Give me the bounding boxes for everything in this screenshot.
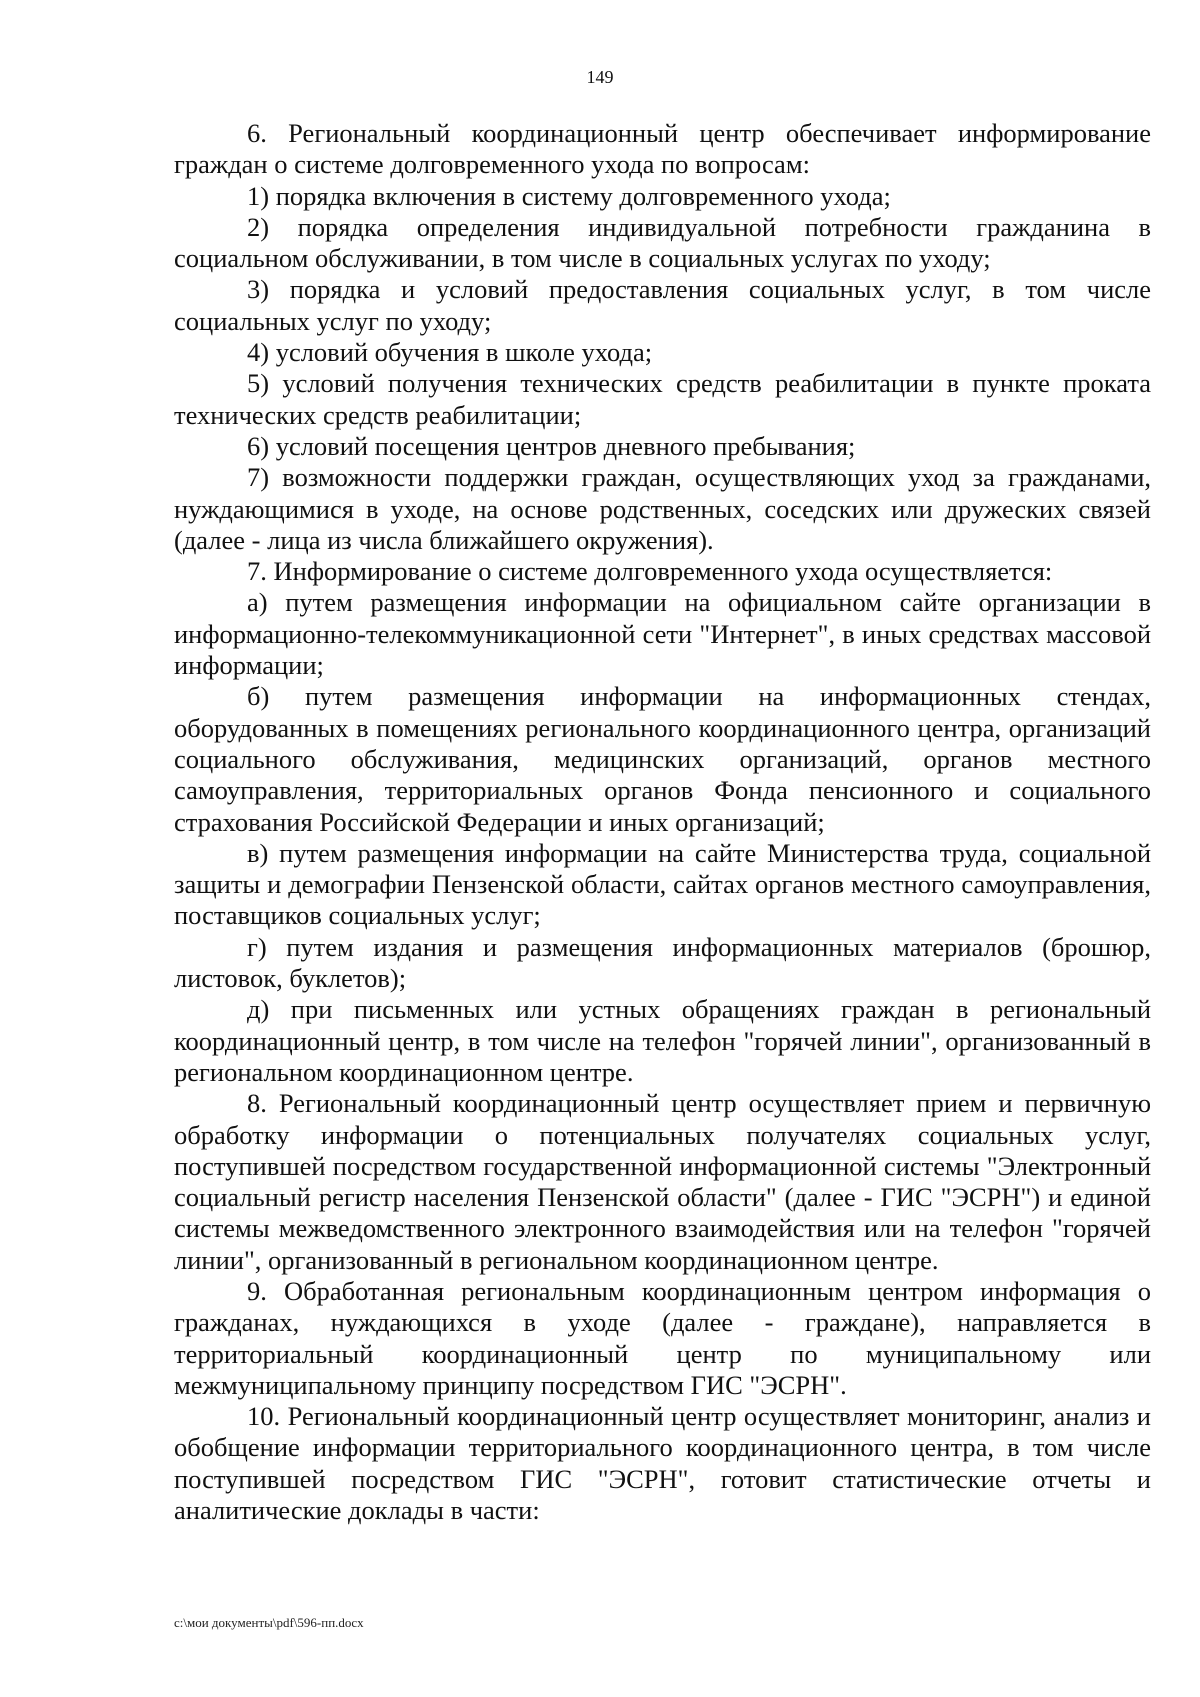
list-item-a: а) путем размещения информации на официальном сайте организации в информационно-телекоммуникационной сети "Интернет", в иных средствах массовой информации; [174, 587, 1151, 681]
list-item-3: 3) порядка и условий предоставления социальных услуг, в том числе социальных услуг по уходу; [174, 274, 1151, 336]
list-item-b: б) путем размещения информации на информационных стендах, оборудованных в помещениях регионального координационного центра, организаций социального обслуживания, медицинских организаций, органов местного самоуправления, территориальных органов Фонда пенсионного и социального страхования Российской Федерации и иных организаций; [174, 681, 1151, 837]
list-item-d: д) при письменных или устных обращениях граждан в региональный координационный центр, в том числе на телефон "горячей линии", организованный в региональном координационном центре. [174, 994, 1151, 1087]
list-item-7: 7) возможности поддержки граждан, осуществляющих уход за гражданами, нуждающимися в уходе, на основе родственных, соседских или дружеских связей (далее - лица из числа ближайшего окружения). [174, 462, 1151, 555]
list-item-5: 5) условий получения технических средств реабилитации в пункте проката технических средств реабилитации; [174, 368, 1151, 430]
list-item-2: 2) порядка определения индивидуальной потребности гражданина в социальном обслуживании, в том числе в социальных услугах по уходу; [174, 211, 1151, 274]
list-item-4: 4) условий обучения в школе ухода; [247, 337, 653, 368]
page-number: 149 [586, 67, 614, 87]
list-item-1: 1) порядка включения в систему долговременного ухода; [247, 180, 891, 211]
paragraph-7: 7. Информирование о системе долговременного ухода осуществляется: [247, 556, 1053, 587]
paragraph-8: 8. Региональный координационный центр осуществляет прием и первичную обработку информации о потенциальных получателях социальных услуг, поступившей посредством государственной информационной системы "Электронный социальный регистр населения Пензенской области" (далее - ГИС "ЭСРН") и единой системы межведомственного электронного взаимодействия или на телефон "горячей линии", организованный в региональном координационном центре. [174, 1088, 1151, 1275]
footer-file-path: c:\мои документы\pdf\596-пп.docx [174, 1615, 364, 1630]
list-item-6: 6) условий посещения центров дневного пребывания; [247, 430, 856, 461]
paragraph-10: 10. Региональный координационный центр осуществляет мониторинг, анализ и обобщение информации территориального координационного центра, в том числе поступившей посредством ГИС "ЭСРН", готовит статистические отчеты и аналитические доклады в части: [174, 1401, 1151, 1526]
document-body [174, 118, 1151, 1526]
list-item-g: г) путем издания и размещения информационных материалов (брошюр, листовок, буклетов); [174, 931, 1151, 994]
paragraph-6: 6. Региональный координационный центр обеспечивает информирование граждан о системе долговременного ухода по вопросам: [174, 118, 1151, 180]
paragraph-9: 9. Обработанная региональным координационным центром информация о гражданах, нуждающихся в уходе (далее - граждане), направляется в территориальный координационный центр по муниципальному или межмуниципальному принципу посредством ГИС "ЭСРН". [174, 1275, 1151, 1400]
list-item-v: в) путем размещения информации на сайте Министерства труда, социальной защиты и демографии Пензенской области, сайтах органов местного самоуправления, поставщиков социальных услуг; [174, 837, 1151, 931]
